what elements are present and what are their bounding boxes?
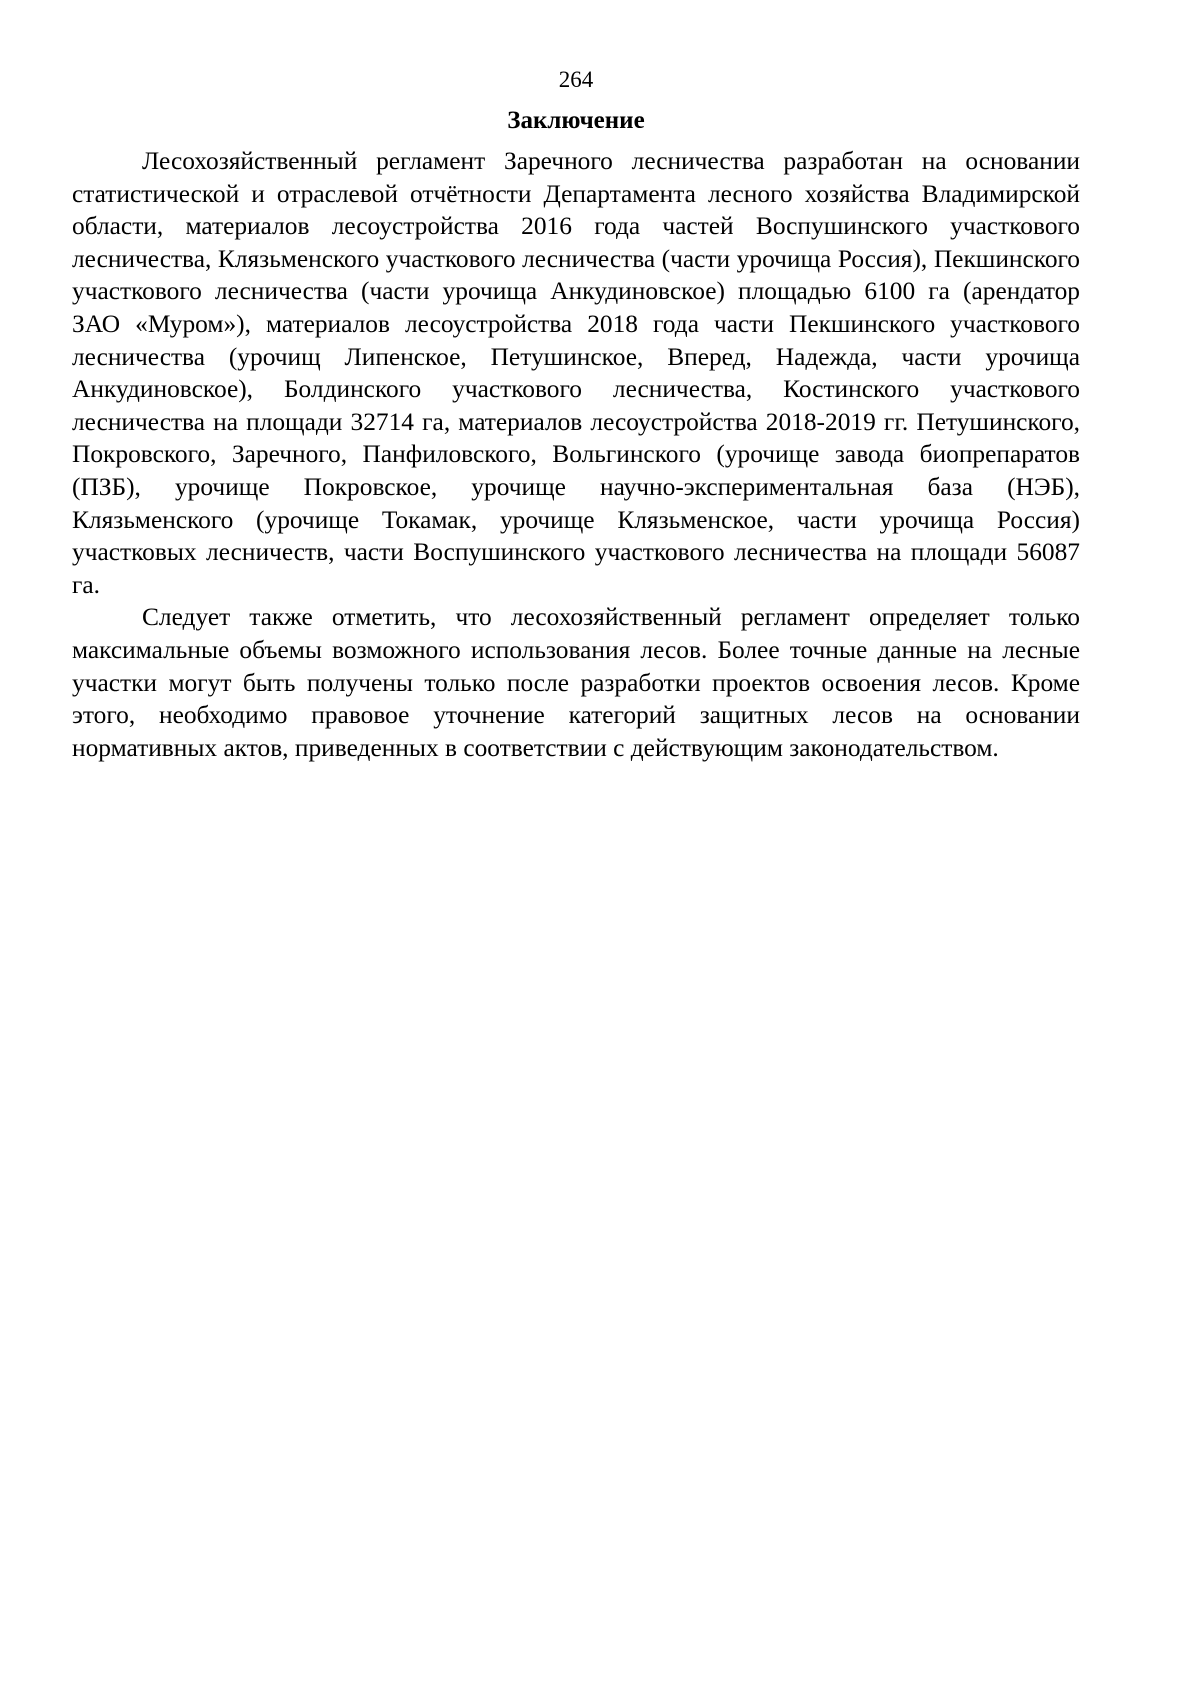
paragraph-2: Следует также отметить, что лесохозяйственный регламент определяет только максимальные объемы возможного использования лесов. Более точные данные на лесные участки могут быть получены только после разработки проектов освоения лесов. Кроме этого, необходимо правовое уточнение категорий защитных лесов на основании нормативных актов, приведенных в соответствии с действующим законодательством. (72, 603, 1080, 762)
page-number: 264 (558, 67, 594, 92)
document-page (72, 66, 1080, 764)
section-title: Заключение (507, 107, 645, 134)
paragraph-1: Лесохозяйственный регламент Заречного лесничества разработан на основании статистической и отраслевой отчётности Департамента лесного хозяйства Владимирской области, материалов лесоустройства 2016 года частей Воспушинского участкового лесничества, Клязьменского участкового лесничества (части урочища Россия), Пекшинского участкового лесничества (части урочища Анкудиновское) площадью 6100 га (арендатор ЗАО «Муром»), материалов лесоустройства 2018 года части Пекшинского участкового лесничества (урочищ Липенское, Петушинское, Вперед, Надежда, части урочища Анкудиновское), Болдинского участкового лесничества, Костинского участкового лесничества на площади 32714 га, материалов лесоустройства 2018-2019 гг. Петушинского, Покровского, Заречного, Панфиловского, Вольгинского (урочище завода биопрепаратов (ПЗБ), урочище Покровское, урочище научно-экспериментальная база (НЭБ), Клязьменского (урочище Токамак, урочище Клязьменское, части урочища Россия) участковых лесничеств, части Воспушинского участкового лесничества на площади 56087 га. (72, 147, 1080, 599)
